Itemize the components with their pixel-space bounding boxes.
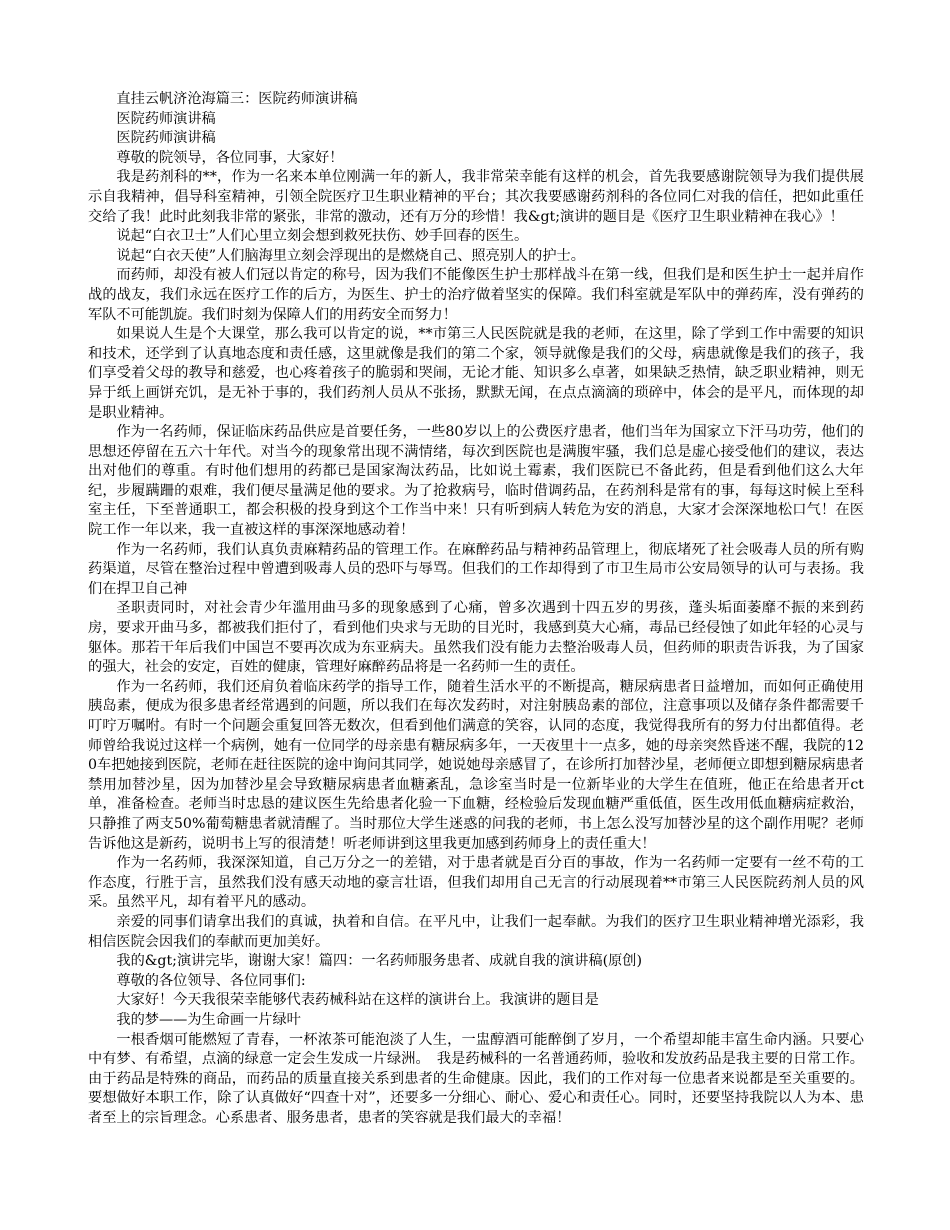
paragraph: 作为一名药师，我们认真负责麻精药品的管理工作。在麻醉药品与精神药品管理上，彻底堵死了社会吸毒人员的所有购药渠道，尽管在整治过程中曾遭到吸毒人员的恐吓与辱骂。但我们的工作却得到了市卫生局市公安局领导的认可与表扬。我们在捍卫自己神: [88, 541, 864, 597]
paragraph: 亲爱的同事们请拿出我们的真诚，执着和自信。在平凡中，让我们一起奉献。为我们的医疗卫生职业精神增光添彩，我相信医院会因我们的奉献而更加美好。: [88, 913, 864, 950]
doc-heading: 医院药师演讲稿: [116, 110, 216, 127]
paragraph: 圣职责同时，对社会青少年滥用曲马多的现象感到了心痛，曾多次遇到十四五岁的男孩，蓬头垢面萎靡不振的来到药房，要求开曲马多，都被我们拒付了，看到他们央求与无助的目光时，我感到莫大心痛，毒品已经侵蚀了如此年轻的心灵与躯体。那若干年后我们中国岂不要再次成为东亚病夫。虽然我们没有能力去整治吸毒人员，但药师的职责告诉我，为了国家的强大，社会的安定，百姓的健康，管理好麻醉药品将是一名药师一生的责任。: [88, 600, 864, 676]
paragraph: 我的&gt;演讲完毕，谢谢大家！篇四：一名药师服务患者、成就自我的演讲稿(原创): [116, 953, 643, 970]
paragraph: 大家好！今天我很荣幸能够代表药械科站在这样的演讲台上。我演讲的题目是: [116, 992, 599, 1009]
paragraph: 作为一名药师，保证临床药品供应是首要任务，一些80岁以上的公费医疗患者，他们当年为国家立下汗马功劳，他们的思想还停留在五六十年代。对当今的现象常出现不满情绪，每次到医院也是满腹牢骚，我们总是虚心接受他们的建议，表达出对他们的尊重。有时他们想用的药都已是国家淘汰药品，比如说土霉素，我们医院已不备此药，但是看到他们这么大年纪，步履蹒跚的艰难，我们便尽量满足他的要求。为了抢救病号，临时借调药品，在药剂科是常有的事，每每这时候上至科室主任，下至普通职工，都会积极的投身到这个工作当中来！只有听到病人转危为安的消息，大家才会深深地松口气！在医院工作一年以来，我一直被这样的事深深地感动着！: [88, 424, 864, 539]
document-body: [88, 90, 864, 1128]
salutation: 尊敬的院领导，各位同事，大家好！: [116, 149, 344, 166]
paragraph: 一根香烟可能燃短了青春，一杯浓茶可能泡淡了人生，一盅醇酒可能醉倒了岁月，一个希望却能丰富生命内涵。只要心中有梦、有希望，点滴的绿意一定会生发成一片绿洲。 我是药械科的一名普通药师，验收和发放药品是我主要的日常工作。由于药品是特殊的商品，而药品的质量直接关系到患者的生命健康。因此，我们的工作对每一位患者来说都是至关重要的。要想做好本职工作，除了认真做好“四查十对”，还要多一分细心、耐心、爱心和责任心。同时，还要坚持我院以人为本、患者至上的宗旨理念。心系患者、服务患者，患者的笑容就是我们最大的幸福！: [88, 1031, 864, 1126]
paragraph: 我是药剂科的**，作为一名来本单位刚满一年的新人，我非常荣幸能有这样的机会，首先我要感谢院领导为我们提供展示自我精神，倡导科室精神，引领全院医疗卫生职业精神的平台；其次我要感谢药剂科的各位同仁对我的信任，把如此重任交给了我！此时此刻我非常的紧张，非常的激动，还有万分的珍惜！我&gt;演讲的题目是《医疗卫生职业精神在我心》！: [88, 169, 864, 225]
speech-title: 我的梦——为生命画一片绿叶: [116, 1011, 301, 1028]
paragraph: 如果说人生是个大课堂，那么我可以肯定的说，**市第三人民医院就是我的老师，在这里，除了学到工作中需要的知识和技术，还学到了认真地态度和责任感，这里就像是我们的第二个家，领导就像是我们的父母，病患就像是我们的孩子，我们享受着父母的教导和慈爱，也心疼着孩子的脆弱和哭闹，无论才能、知识多么卓著，如果缺乏热情，缺乏职业精神，则无异于纸上画饼充饥，是无补于事的，我们药剂人员从不张扬，默默无闻，在点点滴滴的琐碎中，体会的是平凡，而体现的却是职业精神。: [88, 326, 864, 421]
paragraph: 说起“白衣卫士”人们心里立刻会想到救死扶伤、妙手回春的医生。: [116, 228, 529, 245]
doc-heading: 医院药师演讲稿: [116, 130, 216, 147]
salutation: 尊敬的各位领导、各位同事们:: [116, 972, 306, 989]
doc-title: 直挂云帆济沧海篇三：医院药师演讲稿: [116, 91, 358, 107]
paragraph: 作为一名药师，我们还肩负着临床药学的指导工作，随着生活水平的不断提高，糖尿病患者日益增加，而如何正确使用胰岛素，便成为很多患者经常遇到的问题，所以我们在每次发药时，对注射胰岛素的部位，注意事项以及储存条件都需要千叮咛万嘱咐。有时一个问题会重复回答无数次，但看到他们满意的笑容，认同的态度，我觉得我所有的努力付出都值得。老师曾给我说过这样一个病例，她有一位同学的母亲患有糖尿病多年，一天夜里十一点多，她的母亲突然昏迷不醒，我院的120车把她接到医院，老师在赶往医院的途中询问其同学，她说她母亲感冒了，在诊所打加替沙星，老师便立即想到糖尿病患者禁用加替沙星，因为加替沙星会导致糖尿病患者血糖紊乱，急诊室当时是一位新毕业的大学生在值班，他正在给患者开ct单，准备检查。老师当时忠恳的建议医生先给患者化验一下血糖，经检验后发现血糖严重低值，医生改用低血糖病症救治，只静推了两支50%葡萄糖患者就清醒了。当时那位大学生迷惑的问我的老师，书上怎么没写加替沙星的这个副作用呢？老师告诉他这是新药，说明书上写的很清楚！听老师讲到这里我更加感到药师身上的责任重大！: [88, 678, 864, 852]
paragraph: 作为一名药师，我深深知道，自己万分之一的差错，对于患者就是百分百的事故，作为一名药师一定要有一丝不苟的工作态度，行胜于言，虽然我们没有感天动地的豪言壮语，但我们却用自己无言的行动展现着**市第三人民医院药剂人员的风采。虽然平凡，却有着平凡的感动。: [88, 855, 864, 911]
paragraph: 说起“白衣天使”人们脑海里立刻会浮现出的是燃烧自己、照亮别人的护士。: [116, 247, 585, 264]
paragraph: 而药师，却没有被人们冠以肯定的称号，因为我们不能像医生护士那样战斗在第一线，但我们是和医生护士一起并肩作战的战友，我们永远在医疗工作的后方，为医生、护士的治疗做着坚实的保障。我们科室就是军队中的弹药库，没有弹药的军队不可能凯旋。我们时刻为保障人们的用药安全而努力！: [88, 267, 864, 323]
